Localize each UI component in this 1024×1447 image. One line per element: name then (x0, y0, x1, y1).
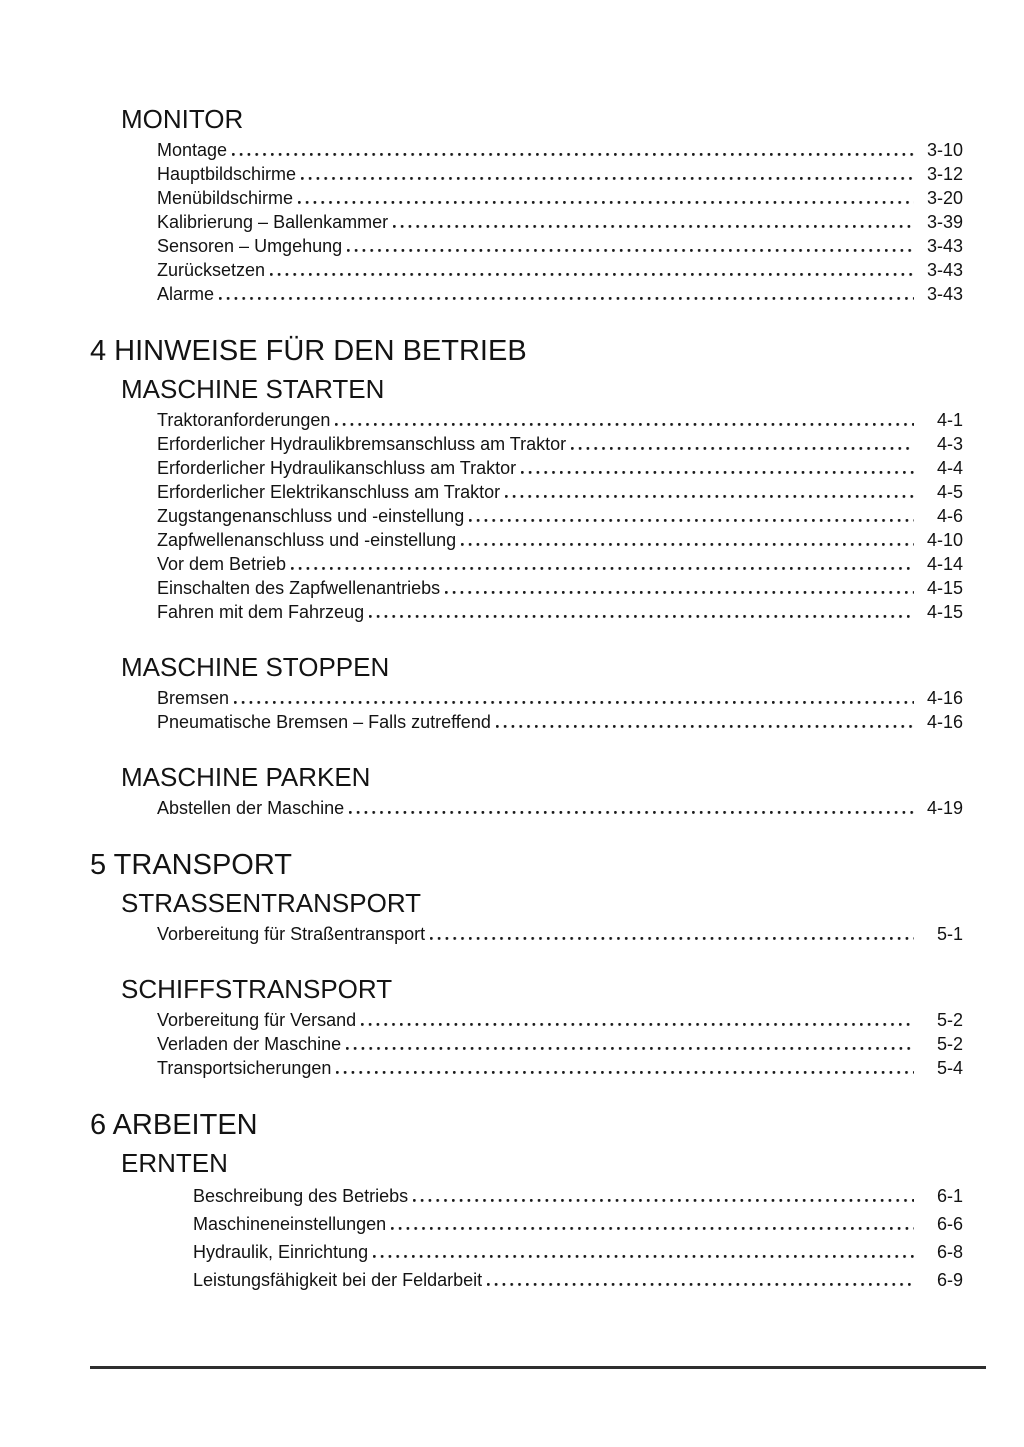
dot-leader (487, 1272, 914, 1286)
entry-list (90, 1008, 963, 1080)
toc-entry-page: 3-43 (926, 260, 963, 280)
toc-entry-title: Fahren mit dem Fahrzeug (157, 602, 365, 622)
toc-entry-page: 3-39 (926, 212, 963, 232)
toc-entry-page: 5-2 (936, 1034, 963, 1054)
entry-list (90, 408, 963, 624)
toc-entry (193, 1182, 963, 1210)
dot-leader (461, 532, 914, 546)
toc-entry-page: 4-4 (936, 458, 963, 478)
toc-section-chapter-6 (90, 1108, 963, 1294)
toc-entry-title: Abstellen der Maschine (157, 798, 345, 818)
dot-leader (301, 166, 914, 180)
dot-leader (505, 484, 914, 498)
toc-entry (157, 686, 963, 710)
toc-entry-page: 6-8 (936, 1242, 963, 1262)
toc-entry (157, 456, 963, 480)
toc-entry-page: 3-10 (926, 140, 963, 160)
toc-entry-page: 3-20 (926, 188, 963, 208)
dot-leader (445, 580, 914, 594)
toc-section-monitor (90, 104, 963, 306)
toc-entry (157, 162, 963, 186)
toc-entry (157, 528, 963, 552)
toc-entry (157, 480, 963, 504)
toc-entry-title: Zapfwellenanschluss und -einstellung (157, 530, 457, 550)
toc-entry-title: Vorbereitung für Straßentransport (157, 924, 426, 944)
toc-entry (193, 1266, 963, 1294)
toc-entry-title: Leistungsfähigkeit bei der Feldarbeit (193, 1270, 483, 1290)
dot-leader (270, 262, 914, 276)
toc-entry (157, 234, 963, 258)
toc-entry (157, 1032, 963, 1056)
toc-entry (157, 796, 963, 820)
footer-rule (90, 1366, 986, 1369)
toc-entry (157, 576, 963, 600)
toc-entry-title: Einschalten des Zapfwellenantriebs (157, 578, 441, 598)
toc-entry-title: Pneumatische Bremsen – Falls zutreffend (157, 712, 491, 732)
entry-list (90, 796, 963, 820)
toc-entry (193, 1238, 963, 1266)
dot-leader (521, 460, 914, 474)
toc-entry (157, 258, 963, 282)
toc-entry (157, 432, 963, 456)
toc-entry-page: 4-10 (926, 530, 963, 550)
toc-entry (157, 408, 963, 432)
toc-entry-title: Erforderlicher Elektrikanschluss am Traktor (157, 482, 501, 502)
toc-entry (157, 186, 963, 210)
toc-entry-title: Transportsicherungen (157, 1058, 332, 1078)
dot-leader (336, 1060, 914, 1074)
dot-leader (232, 142, 914, 156)
toc-entry (157, 600, 963, 624)
dot-leader (430, 926, 914, 940)
section-heading: MONITOR (121, 104, 244, 134)
toc-entry-page: 3-43 (926, 284, 963, 304)
toc-entry-page: 4-14 (926, 554, 963, 574)
toc-entry-title: Vorbereitung für Versand (157, 1010, 357, 1030)
dot-leader (349, 800, 914, 814)
section-heading: ERNTEN (121, 1148, 228, 1178)
section-heading: SCHIFFSTRANSPORT (121, 974, 393, 1004)
section-heading: MASCHINE STOPPEN (121, 652, 390, 682)
toc-entry-title: Alarme (157, 284, 215, 304)
section-heading: MASCHINE STARTEN (121, 374, 385, 404)
toc-entry-page: 4-15 (926, 578, 963, 598)
toc-entry (157, 552, 963, 576)
toc-entry-title: Bremsen (157, 688, 230, 708)
toc-entry-page: 4-16 (926, 688, 963, 708)
toc-entry (193, 1210, 963, 1238)
toc-entry (157, 1008, 963, 1032)
toc-entry-page: 6-9 (936, 1270, 963, 1290)
entry-list (90, 1182, 963, 1294)
toc-entry-title: Erforderlicher Hydraulikanschluss am Traktor (157, 458, 517, 478)
toc-entry-title: Sensoren – Umgehung (157, 236, 343, 256)
dot-leader (413, 1188, 914, 1202)
toc-entry-page: 3-12 (926, 164, 963, 184)
toc-entry-title: Beschreibung des Betriebs (193, 1186, 409, 1206)
dot-leader (219, 286, 914, 300)
toc-entry-title: Maschineneinstellungen (193, 1214, 387, 1234)
toc-entry (157, 504, 963, 528)
dot-leader (346, 1036, 914, 1050)
dot-leader (347, 238, 914, 252)
toc-entry (157, 138, 963, 162)
chapter-heading: 6 ARBEITEN (90, 1109, 258, 1141)
toc-entry (157, 210, 963, 234)
toc-entry (157, 710, 963, 734)
dot-leader (469, 508, 914, 522)
dot-leader (496, 714, 914, 728)
toc-entry-title: Montage (157, 140, 228, 160)
toc-entry-title: Hydraulik, Einrichtung (193, 1242, 369, 1262)
toc-entry-page: 5-2 (936, 1010, 963, 1030)
toc-entry-page: 4-1 (936, 410, 963, 430)
section-heading: MASCHINE PARKEN (121, 762, 371, 792)
toc-entry-page: 4-5 (936, 482, 963, 502)
entry-list (90, 686, 963, 734)
toc-entry-title: Vor dem Betrieb (157, 554, 287, 574)
dot-leader (361, 1012, 914, 1026)
chapter-heading: 4 HINWEISE FÜR DEN BETRIEB (90, 335, 527, 367)
dot-leader (571, 436, 914, 450)
toc-entry-page: 4-6 (936, 506, 963, 526)
dot-leader (393, 214, 914, 228)
toc-entry-title: Hauptbildschirme (157, 164, 297, 184)
dot-leader (298, 190, 914, 204)
toc-entry-page: 4-3 (936, 434, 963, 454)
toc-entry (157, 922, 963, 946)
section-heading: STRASSENTRANSPORT (121, 888, 422, 918)
dot-leader (391, 1216, 914, 1230)
toc-section-chapter-4 (90, 334, 963, 820)
toc-section-chapter-5 (90, 848, 963, 1080)
toc-entry-page: 5-4 (936, 1058, 963, 1078)
toc-entry-title: Kalibrierung – Ballenkammer (157, 212, 389, 232)
dot-leader (335, 412, 914, 426)
toc-entry-page: 6-6 (936, 1214, 963, 1234)
dot-leader (291, 556, 914, 570)
toc-entry-title: Zugstangenanschluss und -einstellung (157, 506, 465, 526)
toc-entry-page: 4-16 (926, 712, 963, 732)
toc-entry-title: Erforderlicher Hydraulikbremsanschluss am Traktor (157, 434, 567, 454)
dot-leader (369, 604, 914, 618)
toc-entry-title: Menübildschirme (157, 188, 294, 208)
dot-leader (373, 1244, 914, 1258)
toc-entry-title: Verladen der Maschine (157, 1034, 342, 1054)
entry-list (90, 922, 963, 946)
toc-entry (157, 282, 963, 306)
toc-entry-page: 5-1 (936, 924, 963, 944)
dot-leader (234, 690, 914, 704)
chapter-heading: 5 TRANSPORT (90, 849, 292, 881)
toc-entry-title: Traktoranforderungen (157, 410, 331, 430)
toc-entry-page: 4-19 (926, 798, 963, 818)
toc-entry (157, 1056, 963, 1080)
toc-entry-page: 6-1 (936, 1186, 963, 1206)
entry-list (90, 138, 963, 306)
toc-entry-page: 3-43 (926, 236, 963, 256)
toc-entry-title: Zurücksetzen (157, 260, 266, 280)
toc-entry-page: 4-15 (926, 602, 963, 622)
